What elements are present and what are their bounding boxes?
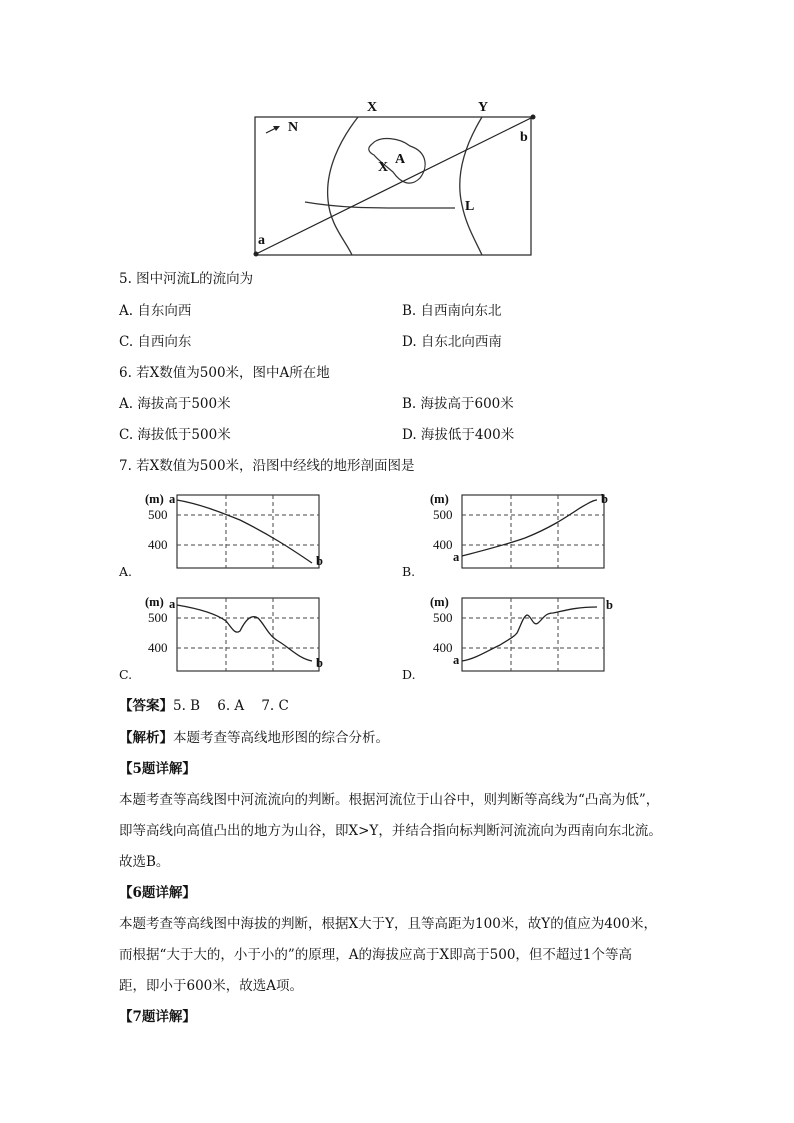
profile-d-start: a [453,653,460,667]
profile-b-unit: (m) [430,492,449,506]
analysis-tag: 【解析】 [119,730,173,746]
profile-chart-d [425,593,615,675]
question-5-stem: 5. 图中河流L的流向为 [119,271,254,287]
profile-c-start: a [169,597,176,611]
profile-d-tick-400: 400 [433,640,453,655]
q5-option-c: C. 自西向东 [119,334,192,350]
q5-option-d: D. 自东北向西南 [402,334,502,350]
question-6-stem: 6. 若X数值为500米，图中A所在地 [119,365,330,381]
section-5-line-3: 故选B。 [119,854,170,870]
answer-tag: 【答案】 [119,698,173,714]
profile-d-end: b [606,598,613,612]
contour-x-label: X [367,100,378,115]
section-5-line-1: 本题考查等高线图中河流流向的判断。根据河流位于山谷中，则判断等高线为“凸高为低”， [119,792,660,808]
q6-option-c: C. 海拔低于500米 [119,427,231,443]
answer-text: 5. B 6. A 7. C [173,698,289,714]
profile-chart-c [140,593,330,675]
section-6-heading: 【6题详解】 [119,885,196,901]
point-A-label: A [395,152,406,167]
profile-c-end: b [316,656,323,670]
section-5-line-2: 即等高线向高值凸出的地方为山谷，即X>Y，并结合指向标判断河流流向为西南向东北流。 [119,823,662,839]
profile-b-tick-400: 400 [433,537,453,552]
q6-option-b: B. 海拔高于600米 [402,396,514,412]
q6-option-a: A. 海拔高于500米 [119,396,231,412]
profile-a-tick-500: 500 [148,507,168,522]
north-arrow-icon [266,126,280,133]
answer-line [119,697,289,715]
q5-option-b: B. 自西南向东北 [402,303,502,319]
north-label: N [288,120,299,135]
inner-x-label: X [378,160,389,175]
section-5-heading: 【5题详解】 [119,761,196,777]
q5-option-a: A. 自东向西 [119,303,192,319]
q7-option-d: D. [402,667,416,682]
profile-a-end: b [316,554,323,568]
river-L-label: L [465,199,475,214]
profile-c-unit: (m) [145,595,164,609]
profile-b-start: a [453,550,460,564]
analysis-text: 本题考查等高线地形图的综合分析。 [173,730,389,746]
question-7-stem: 7. 若X数值为500米，沿图中经线的地形剖面图是 [119,458,415,474]
profile-a-start: a [169,492,176,506]
q7-option-a: A. [119,564,133,579]
profile-b-tick-500: 500 [433,507,453,522]
profile-chart-a [140,490,330,572]
section-6-line-3: 距，即小于600米，故选A项。 [119,978,304,994]
point-b-label: b [520,130,528,145]
section-6-line-1: 本题考查等高线图中海拔的判断，根据X大于Y，且等高距为100米，故Y的值应为400米， [119,916,657,932]
analysis-line [119,729,389,747]
profile-b-end: b [601,492,608,506]
point-a-label: a [258,233,265,248]
contour-y-label: Y [478,100,489,115]
profile-chart-b [425,490,615,572]
profile-c-tick-400: 400 [148,640,168,655]
q7-option-c: C. [119,667,133,682]
profile-c-tick-500: 500 [148,610,168,625]
contour-map [250,100,540,260]
q6-option-d: D. 海拔低于400米 [402,427,515,443]
profile-a-tick-400: 400 [148,537,168,552]
profile-d-unit: (m) [430,595,449,609]
section-7-heading: 【7题详解】 [119,1009,196,1025]
section-6-line-2: 而根据“大于大的，小于小的”的原理，A的海拔应高于X即高于500，但不超过1个等高 [119,947,633,963]
profile-a-unit: (m) [145,492,164,506]
q7-option-b: B. [402,564,416,579]
profile-d-tick-500: 500 [433,610,453,625]
